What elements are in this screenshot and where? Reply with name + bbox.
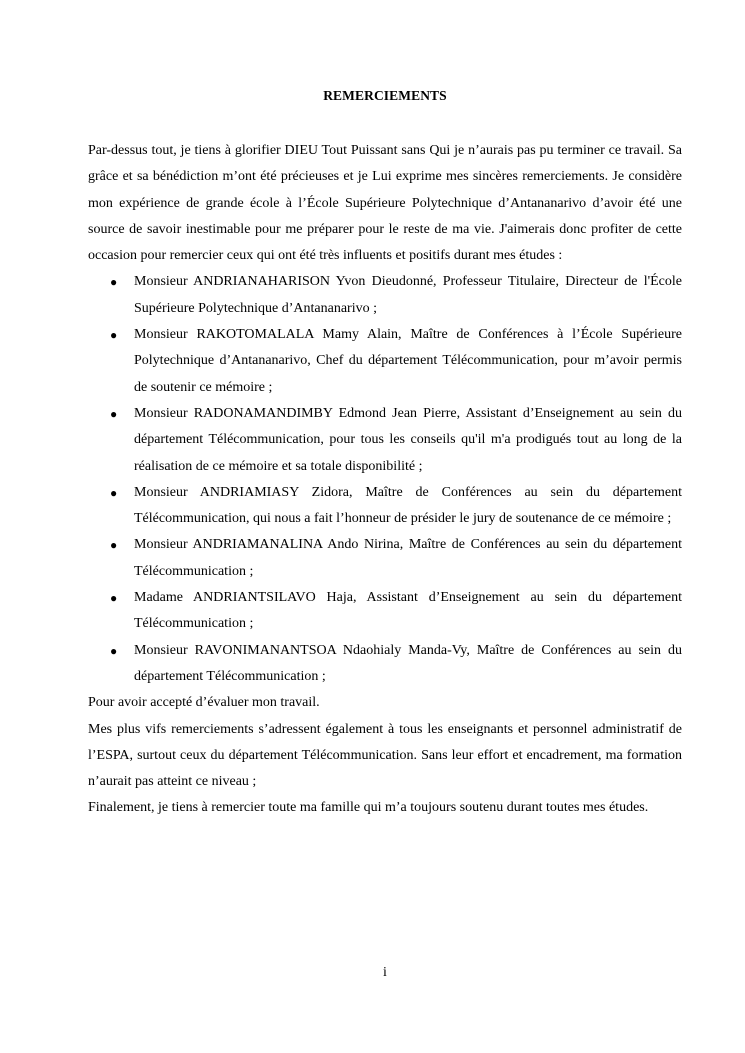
- list-item: [88, 269, 682, 322]
- bullet-icon: ●: [110, 485, 118, 500]
- list-item: [88, 532, 682, 585]
- bullet-icon: ●: [110, 643, 118, 658]
- list-item: [88, 480, 682, 533]
- list-item-text: Madame ANDRIANTSILAVO Haja, Assistant d’Enseignement au sein du département Télécommunication ;: [134, 590, 682, 632]
- after-list-paragraph: Pour avoir accepté d’évaluer mon travail.: [88, 695, 320, 711]
- list-item-text: Monsieur ANDRIAMIASY Zidora, Maître de Conférences au sein du département Télécommunication, qui nous a fait l’honneur de présider le jury de soutenance de ce mémoire ;: [134, 484, 682, 527]
- page-title: REMERCIEMENTS: [323, 88, 447, 103]
- intro-paragraph: Par-dessus tout, je tiens à glorifier DIEU Tout Puissant sans Qui je n’aurais pas pu terminer ce travail. Sa grâce et sa bénédiction m’ont été précieuses et je Lui exprime mes sincères remerciements. Je considère mon expérience de grande école à l’École Supérieure Polytechnique d’Antananarivo d’avoir été une source de savoir inestimable pour me préparer pour le reste de ma vie. J'aimerais donc profiter de cette occasion pour remercier ceux qui ont été très influents et positifs durant mes études :: [88, 143, 682, 264]
- bullet-icon: ●: [110, 538, 118, 553]
- page-number: i: [383, 965, 387, 980]
- list-item-text: Monsieur ANDRIANAHARISON Yvon Dieudonné, Professeur Titulaire, Directeur de l'École Supérieure Polytechnique d’Antananarivo ;: [134, 274, 682, 316]
- list-item-text: Monsieur RAKOTOMALALA Mamy Alain, Maître de Conférences à l’École Supérieure Polytechnique d’Antananarivo, Chef du département Télécommunication, pour m’avoir permis de soutenir ce mémoire ;: [134, 327, 682, 395]
- document-body: [88, 138, 682, 822]
- staff-thanks-paragraph: Mes plus vifs remerciements s’adressent également à tous les enseignants et personnel administratif de l’ESPA, surtout ceux du département Télécommunication. Sans leur effort et encadrement, ma formation n’aurait pas atteint ce niveau ;: [88, 721, 682, 790]
- bullet-icon: ●: [110, 328, 118, 343]
- list-item: [88, 322, 682, 401]
- bullet-icon: ●: [110, 591, 118, 606]
- family-thanks-paragraph: Finalement, je tiens à remercier toute ma famille qui m’a toujours soutenu durant toutes mes études.: [88, 800, 649, 816]
- list-item: [88, 638, 682, 691]
- list-item-text: Monsieur RADONAMANDIMBY Edmond Jean Pierre, Assistant d’Enseignement au sein du département Télécommunication, pour tous les conseils qu'il m'a prodigués tout au long de la réalisation de ce mémoire et sa totale disponibilité ;: [134, 405, 682, 474]
- list-item-text: Monsieur RAVONIMANANTSOA Ndaohialy Manda-Vy, Maître de Conférences au sein du département Télécommunication ;: [134, 642, 682, 684]
- list-item-text: Monsieur ANDRIAMANALINA Ando Nirina, Maître de Conférences au sein du département Télécommunication ;: [134, 537, 682, 579]
- bullet-icon: ●: [110, 275, 118, 290]
- list-item: [88, 401, 682, 480]
- bullet-icon: ●: [110, 406, 118, 421]
- list-item: [88, 585, 682, 638]
- acknowledgement-list: [88, 269, 682, 690]
